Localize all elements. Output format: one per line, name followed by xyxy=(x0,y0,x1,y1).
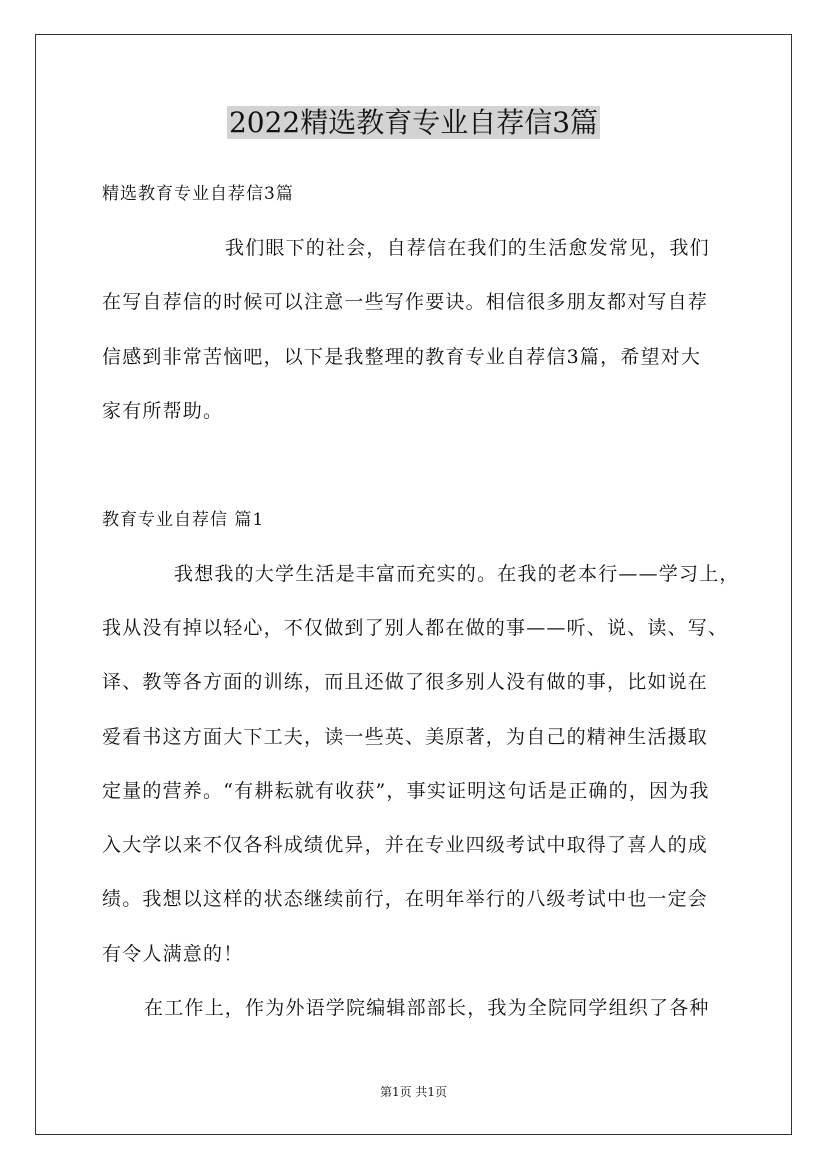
body-line-9: 在工作上，作为外语学院编辑部部长，我为全院同学组织了各种 xyxy=(144,997,710,1019)
body-line-1: 我想我的大学生活是丰富而充实的。在我的老本行——学习上， xyxy=(174,563,740,585)
document-subtitle: 精选教育专业自荐信3篇 xyxy=(102,184,294,204)
intro-line-3: 信感到非常苦恼吧，以下是我整理的教育专业自荐信3篇，希望对大 xyxy=(102,346,702,368)
document-title-text: 2022精选教育专业自荐信3篇 xyxy=(228,106,599,139)
document-title xyxy=(0,103,827,143)
intro-line-2: 在写自荐信的时候可以注意一些写作要诀。相信很多朋友都对写自荐 xyxy=(102,291,709,313)
intro-line-1: 我们眼下的社会，自荐信在我们的生活愈发常见，我们 xyxy=(225,237,710,259)
section-heading: 教育专业自荐信 篇1 xyxy=(102,510,265,530)
body-line-6: 入大学以来不仅各科成绩优异，并在专业四级考试中取得了喜人的成 xyxy=(102,834,709,856)
body-line-8: 有令人满意的！ xyxy=(102,943,244,965)
body-line-7: 绩。我想以这样的状态继续前行，在明年举行的八级考试中也一定会 xyxy=(102,888,709,910)
body-line-3: 译、教等各方面的训练，而且还做了很多别人没有做的事，比如说在 xyxy=(102,671,709,693)
body-line-4: 爱看书这方面大下工夫，读一些英、美原著，为自己的精神生活摄取 xyxy=(102,726,709,748)
body-line-5: 定量的营养。“有耕耘就有收获”，事实证明这句话是正确的，因为我 xyxy=(102,780,710,802)
intro-line-4: 家有所帮助。 xyxy=(102,400,224,422)
body-line-2: 我从没有掉以轻心，不仅做到了别人都在做的事——听、说、读、写、 xyxy=(102,617,729,639)
page-number-footer: 第1页 共1页 xyxy=(379,1085,448,1099)
